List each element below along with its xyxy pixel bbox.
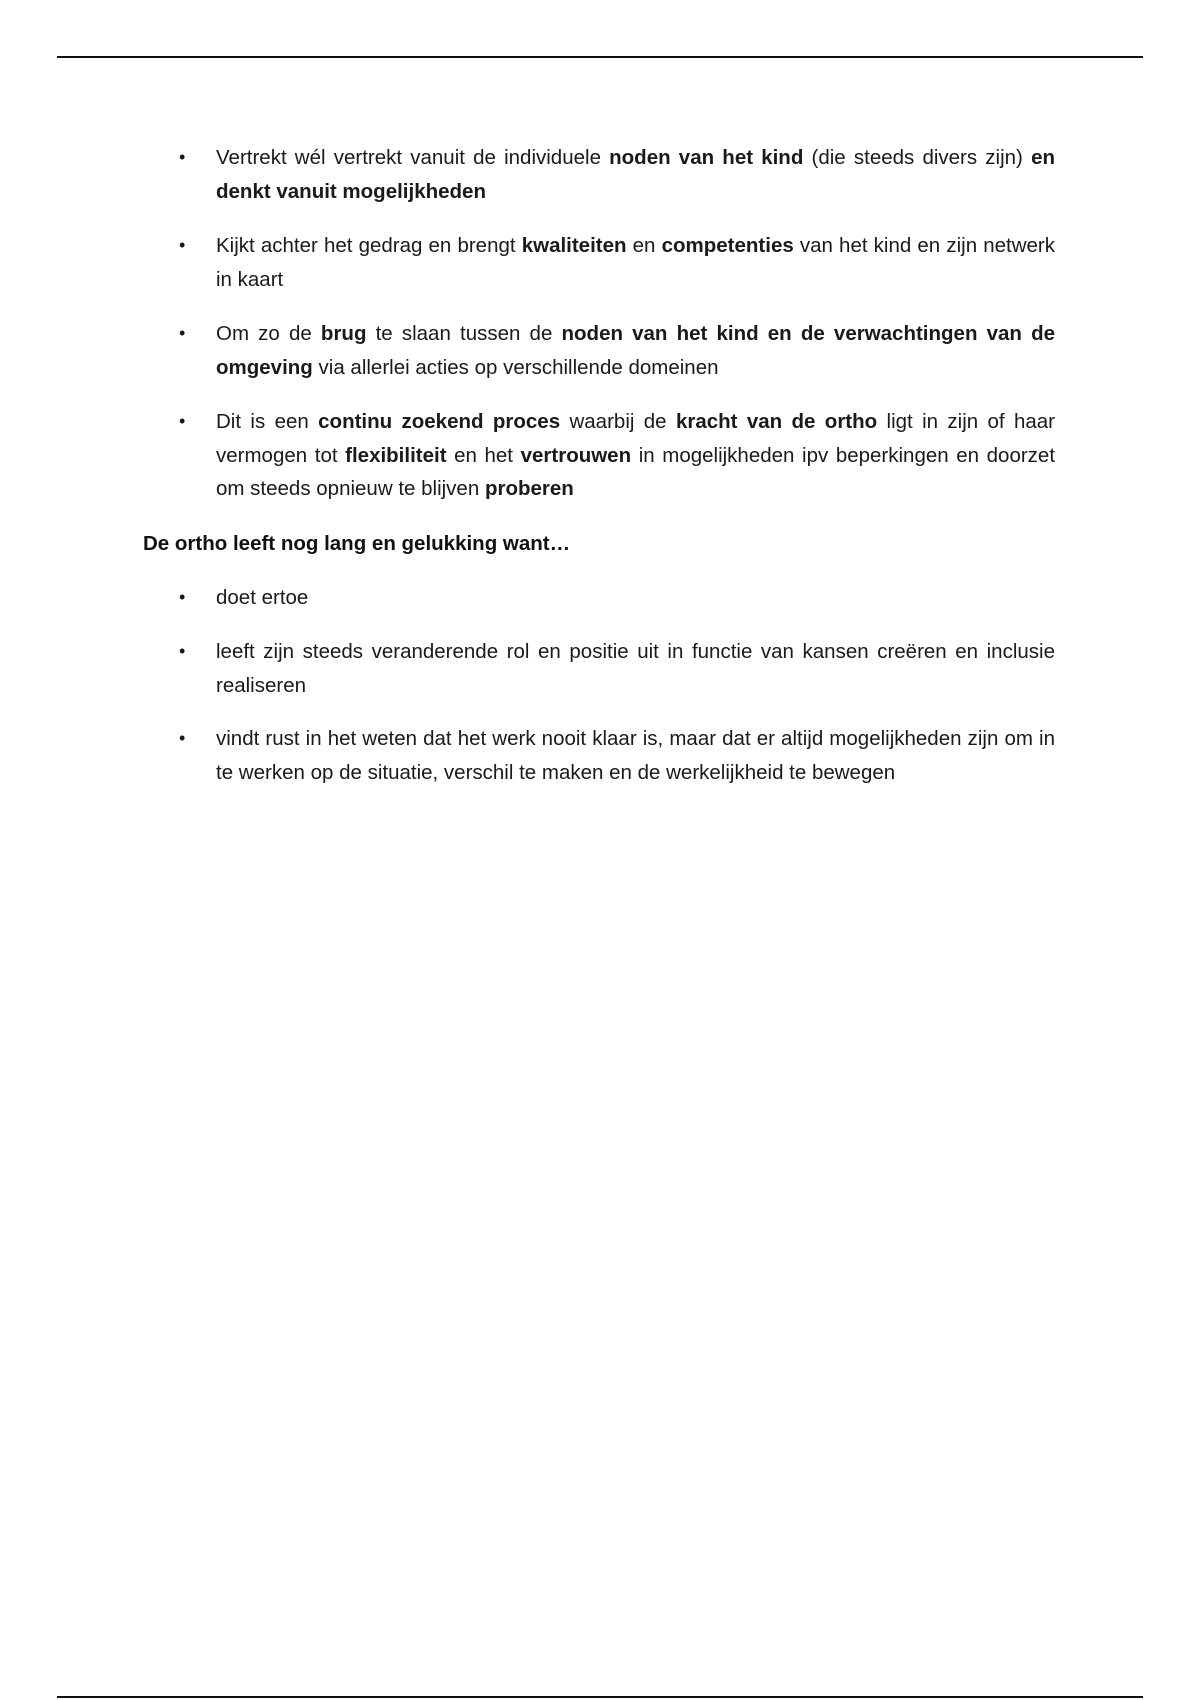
text-segment: waarbij de [560, 410, 676, 433]
list-item-text [216, 581, 1055, 615]
bold-segment: proberen [484, 477, 574, 500]
list-item-text [216, 317, 1055, 384]
bottom-rule [57, 1696, 1143, 1698]
top-rule [57, 56, 1143, 58]
bullet-icon: • [179, 728, 186, 748]
bold-segment: noden van het kind en de verwachtingen van de omgeving [216, 322, 1055, 379]
bullet-icon: • [179, 641, 186, 661]
section-heading: De ortho leeft nog lang en gelukking want… [143, 532, 571, 555]
bold-segment: kracht van de ortho [675, 410, 878, 433]
text-segment: en het [446, 443, 521, 467]
bullet-icon: • [179, 411, 186, 431]
text-segment: in mogelijkheden ipv beperkingen en doorzet om steeds opnieuw te blijven [216, 443, 1056, 500]
text-segment: ligt in zijn of haar vermogen tot [216, 410, 1055, 467]
list-item-text [216, 405, 1055, 506]
bold-segment: kwaliteiten [521, 234, 627, 257]
text-segment: Dit is een [216, 410, 319, 433]
bold-segment: continu zoekend proces [318, 410, 561, 433]
text-segment: en [626, 234, 662, 257]
text-segment: doet ertoe [216, 586, 309, 609]
bullet-icon: • [179, 235, 186, 255]
list-item-text [216, 229, 1055, 296]
bold-segment: en denkt vanuit mogelijkheden [216, 146, 1055, 203]
bold-segment: vertrouwen [520, 443, 632, 467]
text-segment: Vertrekt wél vertrekt vanuit de individuele [216, 146, 610, 169]
bold-segment: competenties [661, 234, 794, 257]
list-item-text [216, 722, 1055, 789]
text-segment: (die steeds divers zijn) [803, 146, 1032, 169]
bullet-icon: • [179, 587, 186, 607]
text-segment: via allerlei acties op verschillende domeinen [312, 355, 719, 379]
bold-segment: brug [320, 322, 367, 345]
text-segment: Om zo de [216, 322, 321, 345]
bullet-icon: • [179, 147, 186, 167]
bullet-icon: • [179, 323, 186, 343]
text-segment: Kijkt achter het gedrag en brengt [216, 234, 522, 257]
bold-segment: noden van het kind [609, 146, 804, 169]
list-item-text [216, 141, 1055, 208]
text-segment: te slaan tussen de [366, 322, 562, 345]
list-item-text [216, 635, 1055, 702]
bold-segment: flexibiliteit [345, 443, 447, 467]
text-segment: leeft zijn steeds veranderende rol en positie uit in functie van kansen creëren en inclusie realiseren [216, 640, 1055, 697]
text-segment: vindt rust in het weten dat het werk nooit klaar is, maar dat er altijd mogelijkheden zijn om in te werken op de situatie, verschil te maken en de werkelijkheid te bewegen [216, 727, 1055, 784]
text-segment: van het kind en zijn netwerk in kaart [216, 234, 1055, 291]
